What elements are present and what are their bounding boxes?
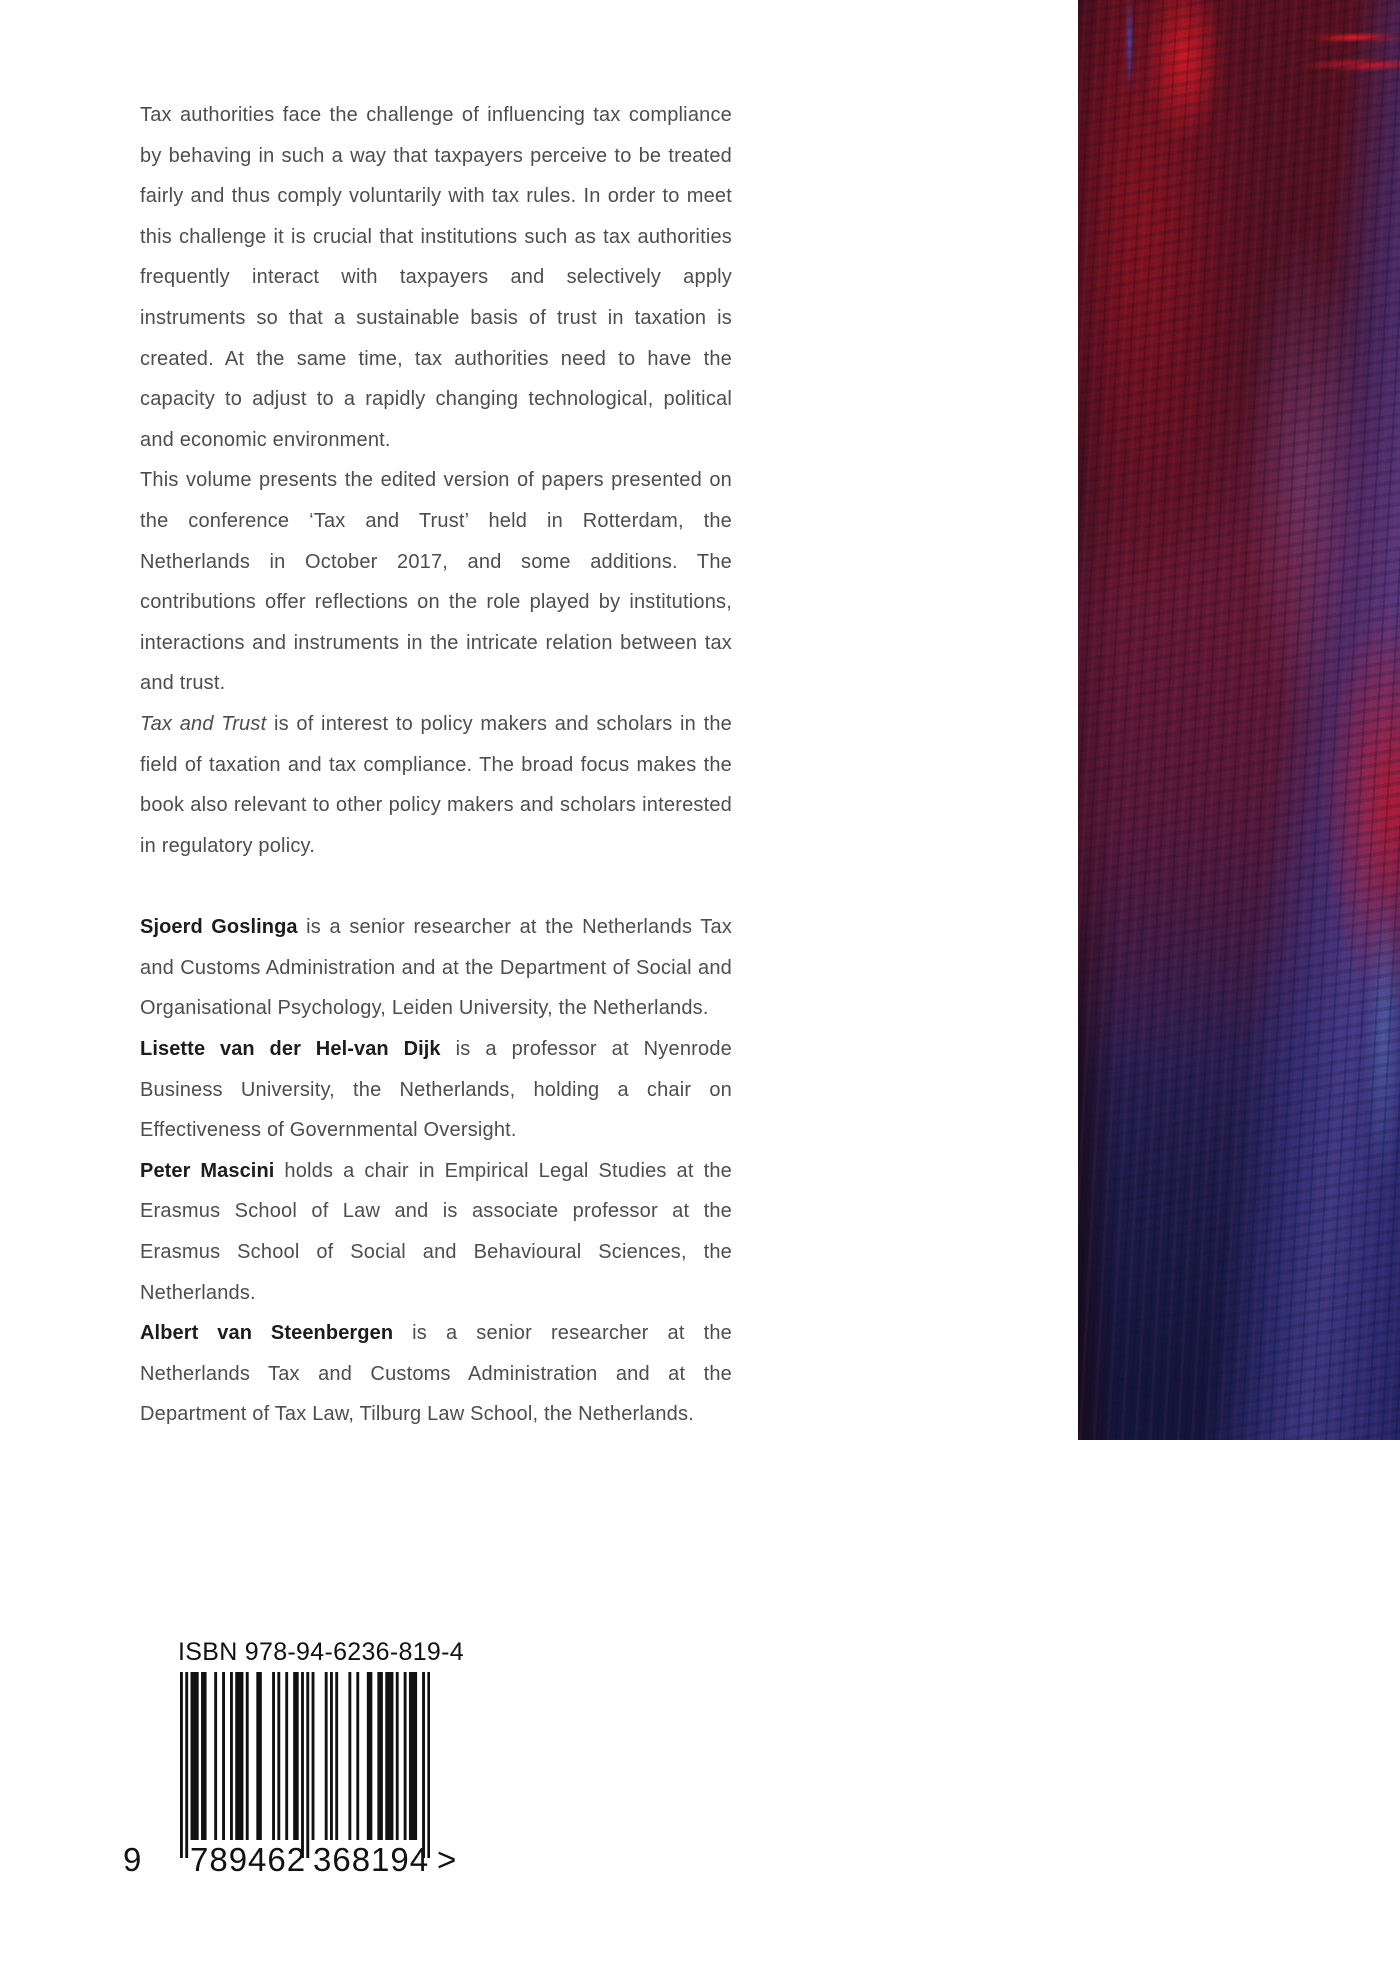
isbn-label: ISBN 978-94-6236-819-4 — [178, 1638, 464, 1666]
cover-artwork-abstract-painting — [1078, 0, 1400, 1440]
barcode-digit-first: 9 — [123, 1841, 142, 1878]
author-bio — [140, 1151, 732, 1313]
back-cover-text — [140, 95, 732, 1435]
synopsis-paragraph-2: This volume presents the edited version of papers presented on the conference ‘Tax and Trust’ held in Rotterdam, the Netherlands in October 2017, and some additions. The contributions offer reflections on the role played by institutions, interactions and instruments in the intricate relation between tax and trust. — [140, 469, 732, 695]
author-bio — [140, 1029, 732, 1151]
author-name: Lisette van der Hel-van Dijk — [140, 1038, 441, 1061]
interest-paragraph — [140, 704, 732, 866]
book-title-italic: Tax and Trust — [140, 712, 267, 735]
author-bio-text: is a senior researcher at the Netherlands Tax and Customs Administration and at the Department of Tax Law, Tilburg Law School, the Netherlands. — [140, 1322, 732, 1426]
author-bio — [140, 1313, 732, 1435]
barcode-digit-group2: 368194 — [313, 1841, 430, 1878]
barcode-bars — [180, 1672, 430, 1858]
author-bios — [140, 907, 732, 1435]
barcode-supplement-indicator: > — [437, 1841, 457, 1878]
barcode-digits — [123, 1841, 515, 1881]
author-bio-text: is a professor at Nyenrode Business University, the Netherlands, holding a chair on Effectiveness of Governmental Oversight. — [140, 1038, 732, 1142]
interest-paragraph-text: is of interest to policy makers and scholars in the field of taxation and tax compliance. The broad focus makes the book also relevant to other policy makers and scholars interested in regulatory policy. — [140, 712, 732, 857]
author-bio-text: holds a chair in Empirical Legal Studies at the Erasmus School of Law and is associate professor at the Erasmus School of Social and Behavioural Sciences, the Netherlands. — [140, 1159, 732, 1304]
isbn-block — [123, 1638, 515, 1908]
author-name: Sjoerd Goslinga — [140, 916, 298, 939]
author-bio-text: is a senior researcher at the Netherlands Tax and Customs Administration and at the Department of Social and Organisational Psychology, Leiden University, the Netherlands. — [140, 916, 733, 1020]
author-name: Albert van Steenbergen — [140, 1322, 394, 1345]
ean13-barcode — [180, 1672, 430, 1858]
author-bio — [140, 907, 732, 1029]
author-name: Peter Mascini — [140, 1159, 275, 1182]
synopsis-paragraph-1: Tax authorities face the challenge of influencing tax compliance by behaving in such a way that taxpayers perceive to be treated fairly and thus comply voluntarily with tax rules. In order to meet this challenge it is crucial that institutions such as tax authorities frequently interact with taxpayers and selectively apply instruments so that a sustainable basis of trust in taxation is created. At the same time, tax authorities need to have the capacity to adjust to a rapidly changing technological, political and economic environment. — [140, 104, 732, 451]
barcode-digit-group1: 789462 — [190, 1841, 307, 1878]
